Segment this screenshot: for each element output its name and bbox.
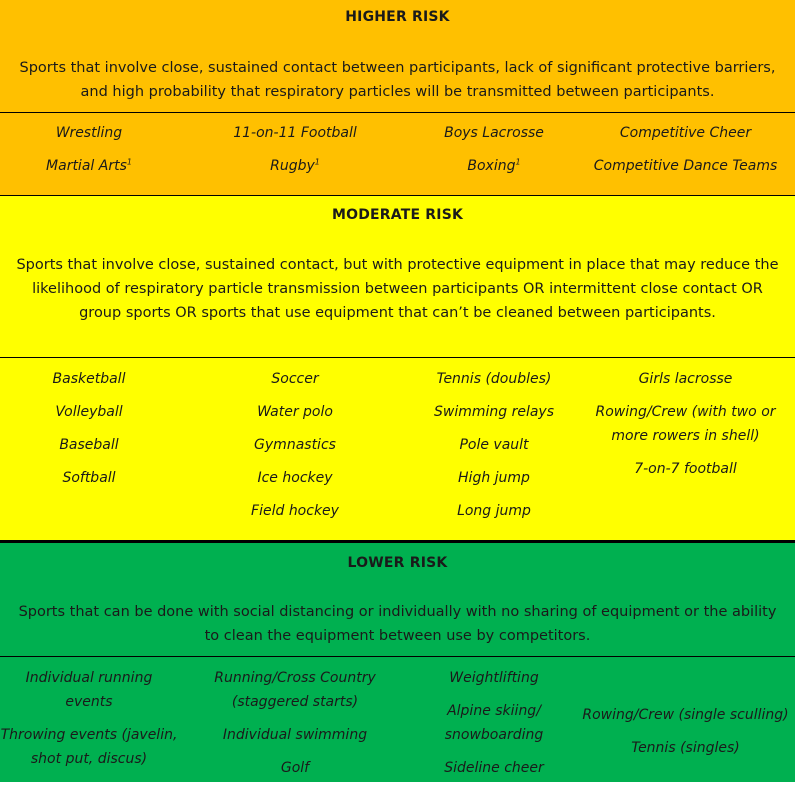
sport-name: 7-on-7 football xyxy=(634,461,737,477)
sport-name: Rowing/Crew (with two or more rowers in shell) xyxy=(595,404,776,444)
sport-item xyxy=(576,703,795,727)
sport-item xyxy=(178,433,412,457)
lower-risk-heading: LOWER RISK xyxy=(347,555,448,571)
sport-column xyxy=(412,666,576,789)
sport-column xyxy=(576,367,795,532)
sport-name: Individual running events xyxy=(25,670,153,710)
sport-item xyxy=(178,756,412,780)
sport-column xyxy=(0,121,178,187)
moderate-risk-section xyxy=(0,196,795,540)
sport-column xyxy=(412,367,576,532)
sport-item xyxy=(412,154,576,178)
sport-item xyxy=(178,723,412,747)
sport-name: Tennis (singles) xyxy=(631,740,740,756)
sport-item xyxy=(576,367,795,391)
higher-risk-description: Sports that involve close, sustained contact between participants, lack of significant protective barriers, and high probability that respiratory particles will be transmitted between participants. xyxy=(19,60,776,100)
sport-name: Ice hockey xyxy=(257,470,333,486)
sport-name: 11-on-11 Football xyxy=(233,125,357,141)
sport-name: Rugby xyxy=(270,158,315,174)
lower-risk-description: Sports that can be done with social distancing or individually with no sharing of equipment or the ability to clean the equipment between use by competitors. xyxy=(18,604,777,644)
sport-column xyxy=(178,367,412,532)
divider xyxy=(0,357,795,358)
sport-name: Throwing events (javelin, shot put, discus) xyxy=(0,727,178,767)
higher-risk-heading: HIGHER RISK xyxy=(345,9,450,25)
sport-name: Basketball xyxy=(52,371,126,387)
sport-item xyxy=(0,466,178,490)
sport-column xyxy=(178,121,412,187)
sport-item xyxy=(178,367,412,391)
sport-item xyxy=(178,466,412,490)
sport-name: Competitive Cheer xyxy=(619,125,752,141)
moderate-risk-sports xyxy=(0,367,795,532)
sport-name: Rowing/Crew (single sculling) xyxy=(582,707,789,723)
sport-item xyxy=(178,666,412,714)
sport-name: High jump xyxy=(458,470,530,486)
sport-name: Sideline cheer xyxy=(444,760,544,776)
sport-name: Alpine skiing/ snowboarding xyxy=(444,703,544,743)
sport-item xyxy=(412,756,576,780)
moderate-risk-heading: MODERATE RISK xyxy=(331,207,464,223)
sport-item xyxy=(412,400,576,424)
sport-column xyxy=(178,666,412,789)
sport-name: Individual swimming xyxy=(222,727,368,743)
moderate-risk-description: Sports that involve close, sustained contact, but with protective equipment in place that may reduce the likelihood of respiratory particle transmission between participants OR intermittent close contact OR group sports OR sports that use equipment that can’t be cleaned between participants. xyxy=(16,257,779,321)
sport-item xyxy=(412,121,576,145)
divider xyxy=(0,112,795,113)
sport-item xyxy=(412,699,576,747)
sport-item xyxy=(178,121,412,145)
sport-name: Boxing xyxy=(467,158,516,174)
sport-name: Pole vault xyxy=(459,437,529,453)
sport-item xyxy=(178,400,412,424)
footnote-marker: 1 xyxy=(126,157,132,167)
sport-item xyxy=(576,457,795,481)
sport-item xyxy=(0,400,178,424)
sport-name: Running/Cross Country (staggered starts) xyxy=(214,670,376,710)
footnote-marker: 1 xyxy=(314,157,320,167)
sport-name: Swimming relays xyxy=(433,404,555,420)
lower-risk-section xyxy=(0,543,795,782)
sport-name: Golf xyxy=(280,760,310,776)
lower-risk-sports xyxy=(0,666,795,789)
sport-item xyxy=(576,121,795,145)
sport-name: Tennis (doubles) xyxy=(436,371,552,387)
sport-item xyxy=(412,499,576,523)
sport-column xyxy=(576,666,795,789)
sport-column xyxy=(576,121,795,187)
footnote-marker: 1 xyxy=(515,157,521,167)
sport-name: Volleyball xyxy=(55,404,123,420)
sport-item xyxy=(178,499,412,523)
sport-item xyxy=(576,154,795,178)
sport-column xyxy=(0,367,178,532)
sport-item xyxy=(412,433,576,457)
sport-name: Wrestling xyxy=(55,125,123,141)
sport-item xyxy=(412,666,576,690)
sport-item xyxy=(0,154,178,178)
sport-name: Field hockey xyxy=(251,503,339,519)
higher-risk-sports xyxy=(0,121,795,187)
sport-name: Competitive Dance Teams xyxy=(593,158,778,174)
sport-item xyxy=(576,400,795,448)
sport-column xyxy=(412,121,576,187)
sport-name: Boys Lacrosse xyxy=(444,125,544,141)
sport-item xyxy=(412,367,576,391)
sport-name: Softball xyxy=(62,470,116,486)
sport-name: Water polo xyxy=(257,404,333,420)
sport-name: Baseball xyxy=(59,437,119,453)
higher-risk-section xyxy=(0,0,795,195)
sport-item xyxy=(412,466,576,490)
sport-name: Long jump xyxy=(457,503,531,519)
sport-column xyxy=(0,666,178,789)
sport-name: Girls lacrosse xyxy=(638,371,733,387)
sport-name: Weightlifting xyxy=(449,670,539,686)
sport-name: Soccer xyxy=(271,371,319,387)
sport-item xyxy=(0,666,178,714)
sport-item xyxy=(576,736,795,760)
sport-item xyxy=(0,723,178,771)
sport-name: Gymnastics xyxy=(254,437,336,453)
sport-item xyxy=(0,367,178,391)
divider xyxy=(0,656,795,657)
sport-name: Martial Arts xyxy=(46,158,127,174)
sport-item xyxy=(0,121,178,145)
sport-item xyxy=(178,154,412,178)
sport-item xyxy=(0,433,178,457)
